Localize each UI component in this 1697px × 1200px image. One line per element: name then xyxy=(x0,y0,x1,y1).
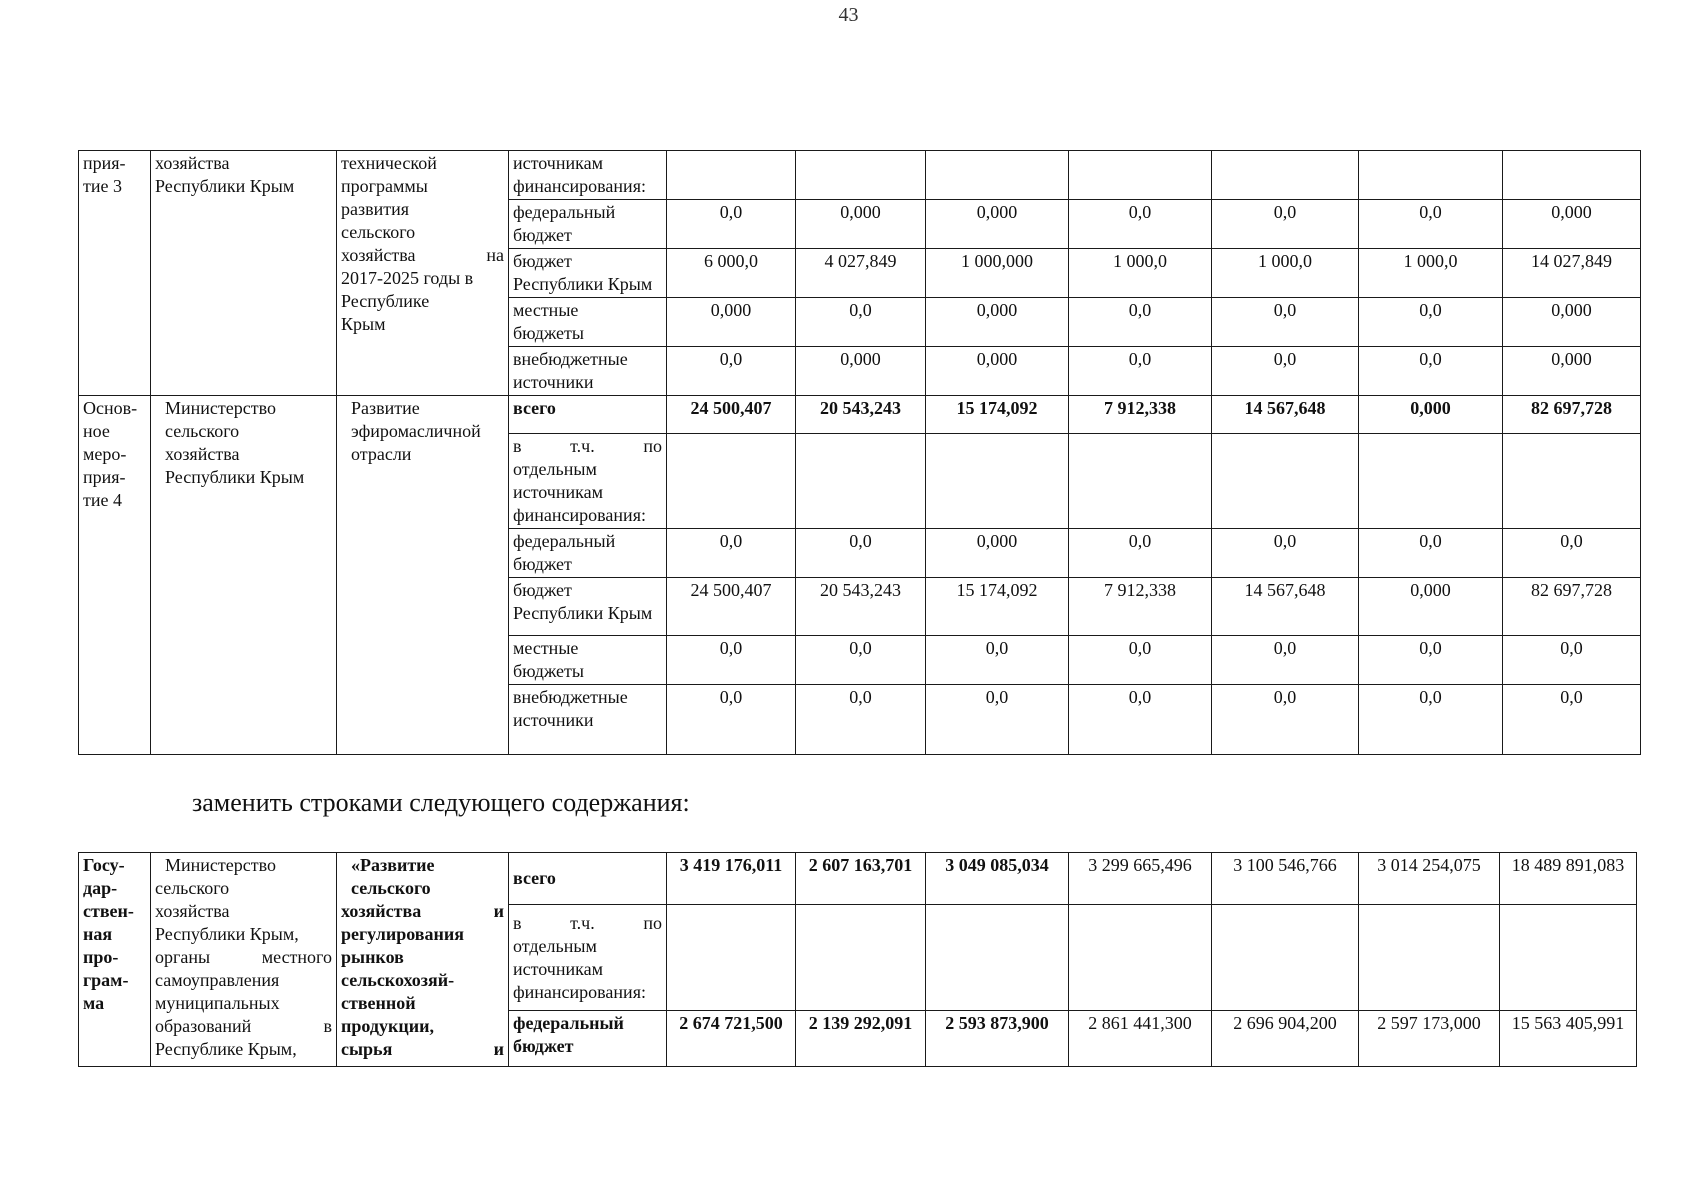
executor-line: Республике Крым, xyxy=(155,1039,297,1059)
program-name-line: рынков xyxy=(341,947,404,967)
value-cell: 0,000 xyxy=(1503,347,1641,396)
value-cell: 0,000 xyxy=(1503,200,1641,249)
program-name-line: программы xyxy=(341,176,428,196)
value-cell: 0,0 xyxy=(926,685,1069,755)
value-cell: 0,0 xyxy=(1212,685,1359,755)
value-cell xyxy=(926,905,1069,1011)
value-cell: 0,000 xyxy=(1359,578,1503,636)
funding-source-cell: федеральный бюджет xyxy=(509,1011,667,1067)
value-cell: 7 912,338 xyxy=(1069,578,1212,636)
value-cell: 0,0 xyxy=(926,636,1069,685)
executor-line xyxy=(155,946,332,969)
value-cell: 4 027,849 xyxy=(796,249,926,298)
value-cell: 0,000 xyxy=(796,347,926,396)
value-cell: 0,0 xyxy=(1359,529,1503,578)
value-cell: 0,0 xyxy=(667,200,796,249)
value-cell: 0,0 xyxy=(1359,347,1503,396)
value-cell: 2 139 292,091 xyxy=(796,1011,926,1067)
program-number-cell: Госу- дар- ствен- ная про- грам- ма xyxy=(79,853,151,1067)
value-cell xyxy=(1069,905,1212,1011)
value-cell: 7 912,338 xyxy=(1069,396,1212,434)
event-number-cell: Основ- ное меро- прия- тие 4 xyxy=(79,396,151,755)
bottom-table-body xyxy=(79,853,1637,1067)
executor-line: сельского xyxy=(155,878,230,898)
program-name-line xyxy=(341,1038,504,1061)
budget-table-bottom xyxy=(78,852,1637,1067)
value-cell: 0,0 xyxy=(1359,685,1503,755)
incl-line-word: т.ч. xyxy=(570,912,595,933)
executor-line: Республики Крым, xyxy=(155,924,299,944)
value-cell: 15 174,092 xyxy=(926,578,1069,636)
value-cell: 0,0 xyxy=(796,685,926,755)
value-cell: 15 174,092 xyxy=(926,396,1069,434)
value-cell: 3 419 176,011 xyxy=(667,853,796,905)
funding-source-cell: местные бюджеты xyxy=(509,298,667,347)
value-cell: 24 500,407 xyxy=(667,578,796,636)
program-name-line-word: на xyxy=(486,245,504,265)
executor-line: Министерство xyxy=(165,855,276,875)
funding-source-cell xyxy=(509,434,667,529)
incl-line-word: по xyxy=(643,436,662,456)
incl-rest: отдельным источникам финансирования: xyxy=(513,935,646,1002)
value-cell: 0,000 xyxy=(926,347,1069,396)
funding-source-cell: всего xyxy=(509,396,667,434)
table-row xyxy=(79,151,1641,200)
value-cell: 2 861 441,300 xyxy=(1069,1011,1212,1067)
incl-line-word: в xyxy=(513,436,522,456)
executor-line: самоуправления xyxy=(155,970,280,990)
value-cell xyxy=(796,434,926,529)
incl-line-word: по xyxy=(643,912,662,933)
value-cell: 0,0 xyxy=(1212,200,1359,249)
value-cell: 14 567,648 xyxy=(1212,396,1359,434)
executor-line: муниципальных xyxy=(155,993,280,1013)
funding-source-cell: внебюджетные источники xyxy=(509,347,667,396)
value-cell: 20 543,243 xyxy=(796,396,926,434)
incl-line xyxy=(513,435,662,458)
value-cell: 0,0 xyxy=(1069,636,1212,685)
value-cell: 0,000 xyxy=(667,298,796,347)
program-name-line: сельского xyxy=(351,878,431,898)
value-cell xyxy=(1069,151,1212,200)
value-cell: 0,0 xyxy=(1503,529,1641,578)
incl-line-word: в xyxy=(513,912,522,933)
value-cell: 2 674 721,500 xyxy=(667,1011,796,1067)
program-name-line: 2017-2025 годы в xyxy=(341,268,474,288)
value-cell xyxy=(1359,434,1503,529)
value-cell: 0,0 xyxy=(1503,636,1641,685)
value-cell: 0,0 xyxy=(1359,298,1503,347)
value-cell: 0,0 xyxy=(1212,636,1359,685)
program-name-line xyxy=(341,900,504,923)
executor-line xyxy=(155,1015,332,1038)
value-cell: 1 000,0 xyxy=(1212,249,1359,298)
funding-source-cell: бюджет Республики Крым xyxy=(509,249,667,298)
program-name-line: «Развитие xyxy=(351,855,435,875)
value-cell xyxy=(1212,434,1359,529)
table-row-total xyxy=(79,396,1641,434)
value-cell: 0,0 xyxy=(667,529,796,578)
value-cell: 0,0 xyxy=(1069,200,1212,249)
value-cell: 0,0 xyxy=(667,347,796,396)
value-cell: 2 696 904,200 xyxy=(1212,1011,1359,1067)
funding-source-cell: источникам финансирования: xyxy=(509,151,667,200)
program-name-line-word: сырья xyxy=(341,1039,393,1059)
page-number: 43 xyxy=(838,4,859,26)
executor-line-word: органы xyxy=(155,947,211,967)
executor-line-word: местного xyxy=(261,947,332,967)
table-row-total xyxy=(79,853,1637,905)
funding-source-cell: федеральный бюджет xyxy=(509,529,667,578)
value-cell xyxy=(926,434,1069,529)
executor-line-word: образований xyxy=(155,1016,252,1036)
value-cell: 2 597 173,000 xyxy=(1359,1011,1500,1067)
program-name-line: сельского xyxy=(341,222,416,242)
value-cell: 20 543,243 xyxy=(796,578,926,636)
value-cell xyxy=(796,151,926,200)
executor-line-word: в xyxy=(323,1016,332,1036)
value-cell: 0,0 xyxy=(1359,636,1503,685)
value-cell: 0,0 xyxy=(1212,298,1359,347)
value-cell xyxy=(667,905,796,1011)
value-cell xyxy=(667,434,796,529)
executor-cell: хозяйства Республики Крым xyxy=(151,151,337,396)
funding-source-cell: федеральный бюджет xyxy=(509,200,667,249)
value-cell: 0,0 xyxy=(1212,347,1359,396)
value-cell: 6 000,0 xyxy=(667,249,796,298)
value-cell: 0,0 xyxy=(796,636,926,685)
executor-cell xyxy=(151,853,337,1067)
value-cell xyxy=(1503,434,1641,529)
value-cell xyxy=(1500,905,1637,1011)
funding-source-cell: местные бюджеты xyxy=(509,636,667,685)
value-cell: 82 697,728 xyxy=(1503,396,1641,434)
value-cell: 0,0 xyxy=(1069,685,1212,755)
program-name-line-word: и xyxy=(493,1039,504,1059)
value-cell xyxy=(1359,905,1500,1011)
value-cell xyxy=(1212,905,1359,1011)
budget-table-top xyxy=(78,150,1641,755)
value-cell: 0,0 xyxy=(1069,529,1212,578)
incl-rest: отдельным источникам финансирования: xyxy=(513,459,646,525)
program-name-line: сельскохозяй- xyxy=(341,970,455,990)
value-cell: 0,0 xyxy=(1212,529,1359,578)
value-cell xyxy=(1503,151,1641,200)
program-name-cell xyxy=(337,151,509,396)
replace-heading: заменить строками следующего содержания: xyxy=(192,788,690,817)
value-cell: 0,000 xyxy=(1359,396,1503,434)
value-cell: 0,000 xyxy=(796,200,926,249)
value-cell: 0,0 xyxy=(1503,685,1641,755)
value-cell: 0,0 xyxy=(796,298,926,347)
value-cell: 0,0 xyxy=(667,636,796,685)
value-cell: 2 607 163,701 xyxy=(796,853,926,905)
incl-line xyxy=(513,912,662,935)
value-cell: 3 299 665,496 xyxy=(1069,853,1212,905)
value-cell: 0,0 xyxy=(1359,200,1503,249)
value-cell: 3 100 546,766 xyxy=(1212,853,1359,905)
value-cell: 18 489 891,083 xyxy=(1500,853,1637,905)
value-cell: 24 500,407 xyxy=(667,396,796,434)
value-cell xyxy=(926,151,1069,200)
value-cell: 0,000 xyxy=(1503,298,1641,347)
value-cell: 3 014 254,075 xyxy=(1359,853,1500,905)
value-cell: 1 000,0 xyxy=(1069,249,1212,298)
program-name-line: развития xyxy=(341,199,410,219)
value-cell: 0,000 xyxy=(926,529,1069,578)
value-cell: 0,000 xyxy=(926,298,1069,347)
value-cell xyxy=(796,905,926,1011)
value-cell: 0,0 xyxy=(796,529,926,578)
funding-source-cell: бюджет Республики Крым xyxy=(509,578,667,636)
value-cell xyxy=(1359,151,1503,200)
program-name-line-word: хозяйства xyxy=(341,245,416,265)
value-cell xyxy=(1212,151,1359,200)
value-cell: 3 049 085,034 xyxy=(926,853,1069,905)
program-name-cell xyxy=(337,853,509,1067)
program-name-line: Крым xyxy=(341,314,386,334)
value-cell: 82 697,728 xyxy=(1503,578,1641,636)
funding-source-cell xyxy=(509,905,667,1011)
incl-line-word: т.ч. xyxy=(570,436,595,456)
value-cell: 0,000 xyxy=(926,200,1069,249)
value-cell: 2 593 873,900 xyxy=(926,1011,1069,1067)
funding-source-cell: внебюджетные источники xyxy=(509,685,667,755)
value-cell: 0,0 xyxy=(667,685,796,755)
program-name-line: регулирования xyxy=(341,924,464,944)
program-name-line-word: хозяйства xyxy=(341,901,422,921)
funding-source-cell: всего xyxy=(509,853,667,905)
program-name-line: Республике xyxy=(341,291,430,311)
program-name-line: ственной xyxy=(341,993,416,1013)
value-cell: 14 567,648 xyxy=(1212,578,1359,636)
value-cell: 14 027,849 xyxy=(1503,249,1641,298)
value-cell xyxy=(1069,434,1212,529)
program-name-line: продукции, xyxy=(341,1016,434,1036)
value-cell: 0,0 xyxy=(1069,298,1212,347)
program-name-cell: Развитие эфиромасличной отрасли xyxy=(337,396,509,755)
value-cell: 1 000,000 xyxy=(926,249,1069,298)
executor-cell: Министерство сельского хозяйства Республики Крым xyxy=(151,396,337,755)
program-name-line-word: и xyxy=(493,901,504,921)
value-cell: 1 000,0 xyxy=(1359,249,1503,298)
program-name-line: технической xyxy=(341,153,437,173)
value-cell: 15 563 405,991 xyxy=(1500,1011,1637,1067)
top-table-body xyxy=(79,151,1641,755)
event-number-cell: прия- тие 3 xyxy=(79,151,151,396)
program-name-line xyxy=(341,244,504,267)
value-cell xyxy=(667,151,796,200)
value-cell: 0,0 xyxy=(1069,347,1212,396)
executor-line: хозяйства xyxy=(155,901,230,921)
